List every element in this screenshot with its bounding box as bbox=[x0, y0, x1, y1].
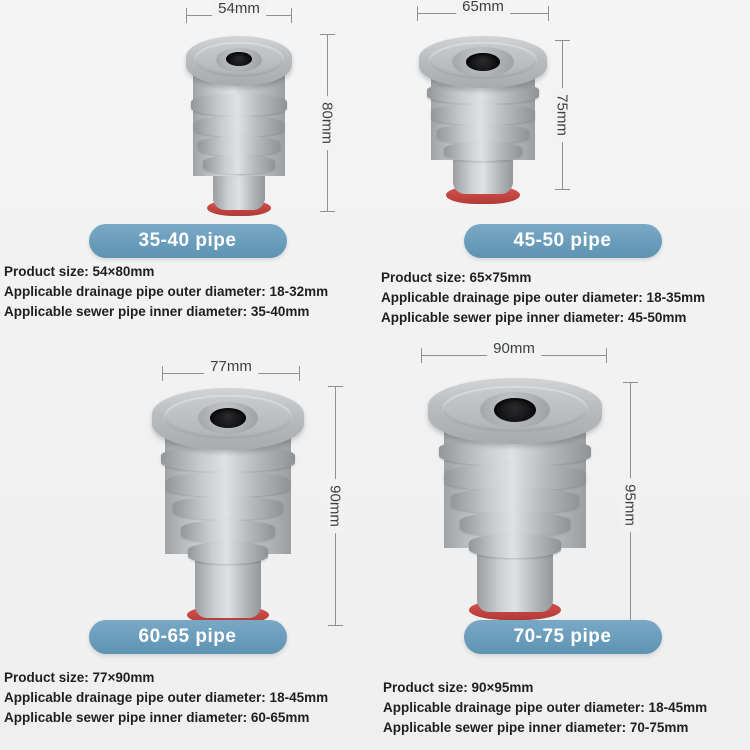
dimension-cap-bottom bbox=[320, 211, 335, 212]
sealing-fin bbox=[203, 155, 275, 174]
spec-line: Product size: 54×80mm bbox=[4, 264, 155, 279]
badge-label-1: 35-40 pipe bbox=[89, 224, 287, 258]
sealing-fin bbox=[188, 542, 268, 564]
sealing-fin bbox=[198, 136, 280, 156]
badge-label-4: 70-75 pipe bbox=[464, 620, 662, 654]
dimension-cap-top bbox=[555, 40, 570, 41]
sealing-fin bbox=[444, 464, 586, 491]
drain-hole bbox=[494, 398, 536, 422]
dimension-cap-bottom bbox=[328, 625, 343, 626]
spec-line: Product size: 65×75mm bbox=[381, 270, 532, 285]
spec-list-3 bbox=[4, 668, 328, 728]
sealing-fin bbox=[194, 116, 284, 137]
height-dimension-3 bbox=[326, 386, 344, 626]
product-card-3 bbox=[0, 340, 375, 750]
spec-line: Applicable sewer pipe inner diameter: 45-50mm bbox=[381, 310, 687, 325]
width-dimension-4 bbox=[421, 340, 607, 364]
dimension-cap-right bbox=[291, 8, 292, 23]
product-card-2 bbox=[375, 0, 750, 340]
dimension-cap-left bbox=[417, 6, 418, 21]
height-dimension-1 bbox=[318, 34, 336, 212]
dimension-cap-right bbox=[606, 348, 607, 363]
dimension-cap-top bbox=[320, 34, 335, 35]
width-dimension-label-1: 54mm bbox=[212, 0, 266, 17]
dimension-cap-left bbox=[421, 348, 422, 363]
dimension-cap-right bbox=[548, 6, 549, 21]
height-dimension-label-4: 95mm bbox=[622, 478, 639, 532]
spec-line: Applicable drainage pipe outer diameter: 18-45mm bbox=[4, 690, 329, 705]
badge-label-2: 45-50 pipe bbox=[464, 224, 662, 258]
sealing-fin bbox=[181, 520, 275, 543]
sealing-fin bbox=[431, 104, 535, 125]
drain-hole bbox=[226, 52, 252, 66]
sealing-fin bbox=[451, 488, 579, 514]
width-dimension-label-4: 90mm bbox=[487, 340, 541, 357]
dimension-cap-left bbox=[162, 366, 163, 381]
spec-line: Product size: 77×90mm bbox=[4, 670, 155, 685]
spec-line: Applicable sewer pipe inner diameter: 70-75mm bbox=[383, 720, 689, 735]
drain-hole bbox=[210, 408, 246, 428]
spec-line: Applicable sewer pipe inner diameter: 60-65mm bbox=[4, 710, 310, 725]
height-dimension-label-3: 90mm bbox=[327, 479, 344, 533]
spec-list-1 bbox=[4, 262, 328, 322]
spec-line: Applicable drainage pipe outer diameter: 18-35mm bbox=[381, 290, 706, 305]
sealing-fin bbox=[166, 472, 290, 497]
spec-line: Applicable sewer pipe inner diameter: 35-40mm bbox=[4, 304, 310, 319]
sealing-fin bbox=[173, 496, 283, 520]
sealing-fin bbox=[191, 94, 287, 116]
spec-line: Product size: 90×95mm bbox=[383, 680, 534, 695]
dimension-cap-top bbox=[623, 382, 638, 383]
dimension-cap-bottom bbox=[555, 189, 570, 190]
height-dimension-4 bbox=[621, 382, 639, 628]
dimension-cap-top bbox=[328, 386, 343, 387]
drain-hole bbox=[466, 53, 500, 71]
dimension-cap-left bbox=[186, 8, 187, 23]
spec-line: Applicable drainage pipe outer diameter: 18-32mm bbox=[4, 284, 329, 299]
height-dimension-2 bbox=[553, 40, 571, 190]
spec-list-2 bbox=[381, 268, 705, 328]
width-dimension-label-2: 65mm bbox=[456, 0, 510, 15]
width-dimension-label-3: 77mm bbox=[204, 358, 258, 375]
width-dimension-3 bbox=[162, 358, 300, 382]
spec-list-4 bbox=[383, 678, 707, 738]
height-dimension-label-1: 80mm bbox=[319, 96, 336, 150]
badge-label-3: 60-65 pipe bbox=[89, 620, 287, 654]
sealing-fin bbox=[437, 124, 529, 144]
product-card-4 bbox=[375, 340, 750, 750]
sealing-fin bbox=[469, 534, 561, 558]
product-card-1 bbox=[0, 0, 375, 340]
width-dimension-1 bbox=[186, 0, 292, 24]
width-dimension-2 bbox=[417, 0, 549, 22]
sealing-fin bbox=[444, 142, 522, 161]
dimension-cap-right bbox=[299, 366, 300, 381]
spec-line: Applicable drainage pipe outer diameter: 18-45mm bbox=[383, 700, 708, 715]
height-dimension-label-2: 75mm bbox=[554, 88, 571, 142]
